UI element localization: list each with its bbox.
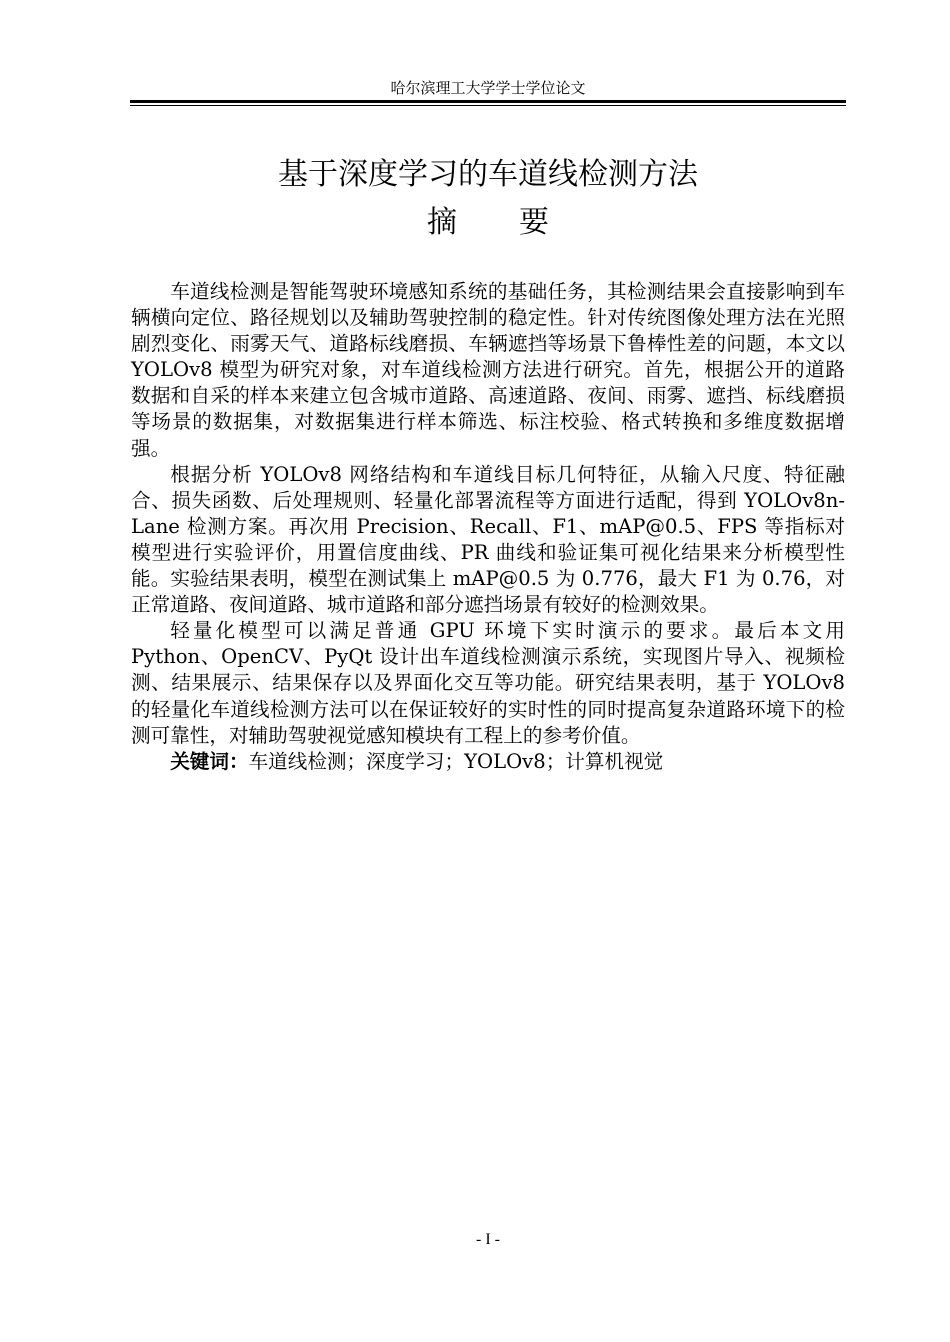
abstract-heading-char-1: 摘 xyxy=(427,205,457,240)
abstract-heading xyxy=(130,203,846,243)
header-rule-thin xyxy=(130,105,846,106)
header-rule-thick xyxy=(130,100,846,103)
abstract-paragraph-3: 轻量化模型可以满足普通 GPU 环境下实时演示的要求。最后本文用 Python、OpenCV、PyQt 设计出车道线检测演示系统，实现图片导入、视频检测、结果展示、结果保存以及界面化交互等功能。研究结果表明，基于 YOLOv8 的轻量化车道线检测方法可以在保证较好的实时性的同时提高复杂道路环境下的检测可靠性，对辅助驾驶视觉感知模块有工程上的参考价值。 xyxy=(131,619,845,747)
abstract-paragraph-1: 车道线检测是智能驾驶环境感知系统的基础任务，其检测结果会直接影响到车辆横向定位、路径规划以及辅助驾驶控制的稳定性。针对传统图像处理方法在光照剧烈变化、雨雾天气、道路标线磨损、车辆遮挡等场景下鲁棒性差的问题，本文以 YOLOv8 模型为研究对象，对车道线检测方法进行研究。首先，根据公开的道路数据和自采的样本来建立包含城市道路、高速道路、夜间、雨雾、遮挡、标线磨损等场景的数据集，对数据集进行样本筛选、标注校验、格式转换和多维度数据增强。 xyxy=(131,280,845,460)
abstract-body xyxy=(131,279,845,775)
keywords-text: 车道线检测；深度学习；YOLOv8；计算机视觉 xyxy=(248,749,664,773)
running-header: 哈尔滨理工大学学士学位论文 xyxy=(390,79,586,97)
keywords-label: 关键词： xyxy=(170,749,249,773)
keywords-line xyxy=(131,749,845,775)
thesis-title: 基于深度学习的车道线检测方法 xyxy=(278,157,698,192)
abstract-heading-char-2: 要 xyxy=(519,205,549,240)
abstract-paragraph-2: 根据分析 YOLOv8 网络结构和车道线目标几何特征，从输入尺度、特征融合、损失函数、后处理规则、轻量化部署流程等方面进行适配，得到 YOLOv8n-Lane 检测方案。再次用 Precision、Recall、F1、mAP@0.5、FPS 等指标对模型进行实验评价，用置信度曲线、PR 曲线和验证集可视化结果来分析模型性能。实验结果表明，模型在测试集上 mAP@0.5 为 0.776，最大 F1 为 0.76，对正常道路、夜间道路、城市道路和部分遮挡场景有较好的检测效果。 xyxy=(131,462,845,617)
page-number: - I - xyxy=(476,1231,500,1248)
